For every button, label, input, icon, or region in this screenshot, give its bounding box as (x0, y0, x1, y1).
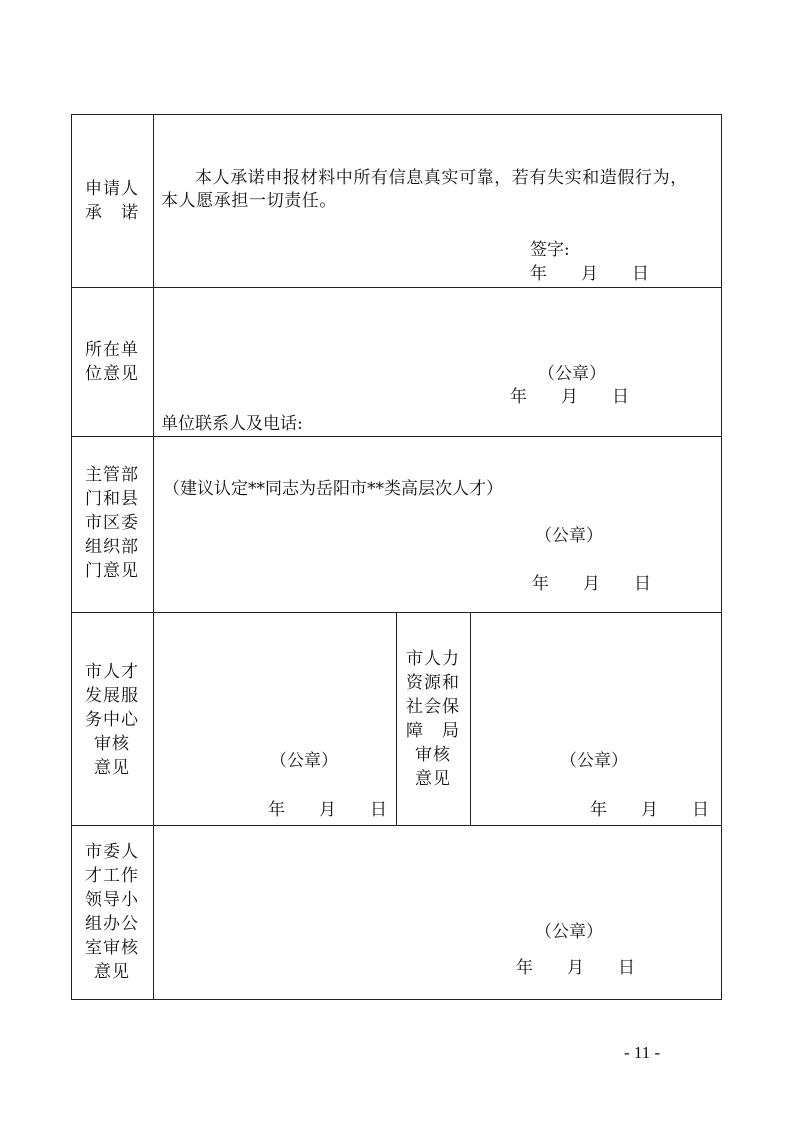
page-number: - 11 - (624, 1043, 661, 1062)
committee-seal: （公章） (535, 922, 603, 942)
supervisor-label-line-4: 组织部 (85, 537, 139, 557)
supervisor-label-line-2: 门和县 (85, 489, 139, 509)
committee-label-line-3: 领导小 (85, 890, 139, 910)
talent-center-label-line-2: 发展服 (85, 686, 139, 706)
hr-bureau-date: 年 月 日 (590, 800, 709, 820)
hr-bureau-label-line-1: 市人力 (406, 649, 460, 669)
hr-bureau-label (396, 647, 470, 791)
applicant-label-line-2: 承 诺 (85, 203, 139, 223)
talent-center-label (71, 660, 153, 780)
unit-seal: （公章） (538, 364, 606, 384)
talent-center-seal: （公章） (270, 751, 338, 771)
signature-label: 签字: (530, 240, 570, 260)
hr-bureau-label-line-5: 审核 (415, 745, 451, 765)
row-divider-2 (71, 436, 722, 437)
unit-label-line-1: 所在单 (85, 340, 139, 360)
split-divider-right (470, 612, 471, 825)
row-divider-1 (71, 287, 722, 288)
supervisor-label-line-3: 市区委 (85, 513, 139, 533)
form-table (71, 114, 722, 1000)
talent-center-label-line-5: 意见 (94, 758, 130, 778)
supervisor-label (71, 463, 153, 583)
talent-center-label-line-3: 务中心 (85, 710, 139, 730)
committee-label-line-2: 才工作 (85, 866, 139, 886)
committee-label-line-1: 市委人 (85, 842, 139, 862)
unit-contact-label: 单位联系人及电话: (161, 414, 303, 434)
label-column-divider (153, 114, 154, 1000)
unit-label (71, 338, 153, 386)
supervisor-date: 年 月 日 (532, 574, 651, 594)
committee-label-line-5: 室审核 (85, 938, 139, 958)
unit-date: 年 月 日 (510, 387, 629, 407)
supervisor-label-line-5: 门意见 (85, 561, 139, 581)
talent-center-label-line-4: 审核 (94, 734, 130, 754)
promise-text-line-2: 本人愿承担一切责任。 (161, 191, 337, 211)
talent-center-date: 年 月 日 (268, 800, 387, 820)
applicant-label (71, 177, 153, 225)
hr-bureau-seal: （公章） (560, 751, 628, 771)
committee-label-line-6: 意见 (94, 962, 130, 982)
hr-bureau-label-line-2: 资源和 (406, 673, 460, 693)
hr-bureau-label-line-3: 社会保 (406, 697, 460, 717)
applicant-label-line-1: 申请人 (85, 179, 139, 199)
supervisor-label-line-1: 主管部 (85, 465, 139, 485)
committee-label (71, 840, 153, 984)
unit-label-line-2: 位意见 (85, 364, 139, 384)
talent-center-label-line-1: 市人才 (85, 662, 139, 682)
applicant-date: 年 月 日 (530, 264, 649, 284)
committee-label-line-4: 组办公 (85, 914, 139, 934)
hr-bureau-label-line-6: 意见 (415, 769, 451, 789)
hr-bureau-label-line-4: 障 局 (406, 721, 460, 741)
supervisor-suggestion: （建议认定**同志为岳阳市**类高层次人才） (163, 479, 503, 499)
promise-text-line-1: 本人承诺申报材料中所有信息真实可靠，若有失实和造假行为， (195, 168, 688, 188)
committee-date: 年 月 日 (516, 958, 635, 978)
row-divider-4 (71, 825, 722, 826)
supervisor-seal: （公章） (535, 526, 603, 546)
